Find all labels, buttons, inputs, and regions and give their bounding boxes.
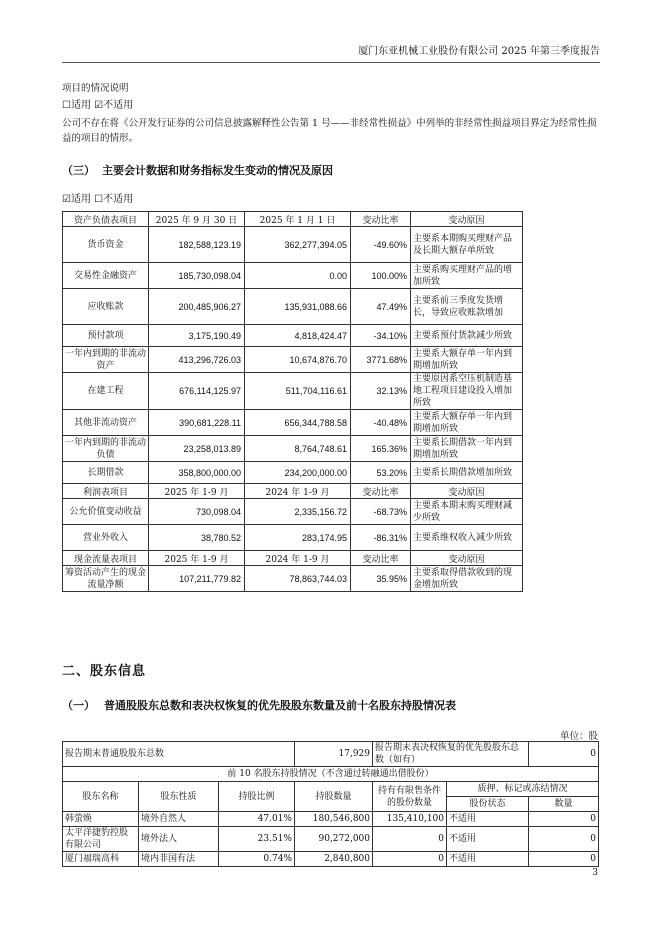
fin-cell-reason: 主要系长期借款增加所致 xyxy=(411,462,523,484)
fin-cell-ratio: 53.20% xyxy=(351,462,411,484)
fin-cell-ratio: 100.00% xyxy=(351,263,411,289)
col-header-pledge: 质押、标记或冻结情况 xyxy=(447,782,599,797)
shareholder-row xyxy=(63,852,599,867)
fin-data-row xyxy=(63,499,523,525)
col-header-status: 股份状态 xyxy=(447,797,529,812)
col-header-pct: 持股比例 xyxy=(219,782,295,812)
applicability-checkbox-2: ☑适用 ☐不适用 xyxy=(62,194,134,205)
fin-cell-ratio: -49.60% xyxy=(351,227,411,263)
shareholder-cell-name: 太平洋捷豹控股有限公司 xyxy=(63,827,139,852)
shareholder-cell-status: 不适用 xyxy=(447,827,529,852)
fin-cell-reason: 主要系本期购买理财产品及长期大额存单所致 xyxy=(411,227,523,263)
fin-cell-a: 185,730,098.04 xyxy=(149,263,245,289)
shareholder-cell-status: 不适用 xyxy=(447,812,529,827)
fin-header-cell: 2024 年 1-9 月 xyxy=(245,484,351,499)
shareholder-cell-count: 0 xyxy=(529,852,599,867)
fin-cell-ratio: 47.49% xyxy=(351,289,411,325)
fin-cell-a: 390,681,228.11 xyxy=(149,410,245,436)
fin-data-row xyxy=(63,289,523,325)
fin-header-cell: 2025 年 9 月 30 日 xyxy=(149,212,245,227)
fin-header-cell: 2024 年 1-9 月 xyxy=(245,551,351,566)
page-header xyxy=(62,44,600,63)
col-header-qty: 持股数量 xyxy=(295,782,373,812)
fin-cell-b: 4,818,424.47 xyxy=(245,325,351,347)
top10-title: 前 10 名股东持股情况（不含通过转融通出借股份） xyxy=(63,767,599,782)
fin-cell-item: 应收账款 xyxy=(63,289,149,325)
shareholder-cell-name: 韩萤焕 xyxy=(63,812,139,827)
shareholder-cell-name: 厦门福瑞高科 xyxy=(63,852,139,867)
fin-cell-ratio: 35.95% xyxy=(351,566,411,592)
fin-header-cell: 变动比率 xyxy=(351,484,411,499)
shareholder-table xyxy=(62,741,599,867)
fin-data-row xyxy=(63,410,523,436)
fin-cell-reason: 主要系购买理财产品的增加所致 xyxy=(411,263,523,289)
fin-cell-a: 200,485,906.27 xyxy=(149,289,245,325)
shareholder-cell-qty: 180,546,800 xyxy=(295,812,373,827)
fin-header-cell: 变动原因 xyxy=(411,551,523,566)
page-number: 3 xyxy=(592,868,598,878)
fin-cell-item: 一年内到期的非流动负债 xyxy=(63,436,149,462)
shareholder-row xyxy=(63,812,599,827)
fin-cell-reason: 主要系取得借款收到的现金增加所致 xyxy=(411,566,523,592)
fin-cell-ratio: -40.48% xyxy=(351,410,411,436)
fin-data-row xyxy=(63,227,523,263)
fin-cell-ratio: -34.10% xyxy=(351,325,411,347)
fin-cell-b: 8,764,748.61 xyxy=(245,436,351,462)
section-3-heading xyxy=(62,162,333,178)
shareholder-cell-restricted: 0 xyxy=(373,852,447,867)
fin-cell-b: 656,344,788.58 xyxy=(245,410,351,436)
fin-data-row xyxy=(63,436,523,462)
shareholder-cell-nature: 境外法人 xyxy=(139,827,219,852)
fin-cell-reason: 主要系预付货款减少所致 xyxy=(411,325,523,347)
fin-data-row xyxy=(63,263,523,289)
fin-cell-a: 358,800,000.00 xyxy=(149,462,245,484)
col-header-restricted: 持有有限售条件的股份数量 xyxy=(373,782,447,812)
fin-header-cell: 利润表项目 xyxy=(63,484,149,499)
fin-cell-ratio: -68.73% xyxy=(351,499,411,525)
fin-cell-ratio: -86.31% xyxy=(351,525,411,551)
fin-cell-b: 0.00 xyxy=(245,263,351,289)
fin-cell-item: 在建工程 xyxy=(63,373,149,410)
unit-label: 单位：股 xyxy=(559,731,598,742)
shareholder-cell-pct: 23.51% xyxy=(219,827,295,852)
section-3-title: 主要会计数据和财务指标发生变动的情况及原因 xyxy=(102,164,333,177)
fin-cell-reason: 主要系大额存单一年内到期增加所致 xyxy=(411,410,523,436)
fin-cell-reason: 主要系本期末购买理财减少所致 xyxy=(411,499,523,525)
fin-cell-ratio: 165.36% xyxy=(351,436,411,462)
fin-cell-item: 公允价值变动收益 xyxy=(63,499,149,525)
fin-data-row xyxy=(63,347,523,373)
fin-cell-a: 182,588,123.19 xyxy=(149,227,245,263)
fin-cell-a: 38,780.52 xyxy=(149,525,245,551)
fin-cell-a: 3,175,190.49 xyxy=(149,325,245,347)
fin-cell-b: 362,277,394.05 xyxy=(245,227,351,263)
pref-shareholders-value: 0 xyxy=(529,742,599,767)
fin-header-cell: 变动原因 xyxy=(411,484,523,499)
fin-cell-b: 135,931,088.66 xyxy=(245,289,351,325)
pref-shareholders-label: 报告期末表决权恢复的优先股股东总数（如有） xyxy=(373,742,529,767)
fin-header-row xyxy=(63,212,523,227)
item-note-label: 项目的情况说明 xyxy=(62,83,129,94)
shareholder-cell-restricted: 0 xyxy=(373,827,447,852)
subsection-1-title: 普通股股东总数和表决权恢复的优先股股东数量及前十名股东持股情况表 xyxy=(104,699,456,712)
col-header-count: 数量 xyxy=(529,797,599,812)
fin-cell-b: 283,174.95 xyxy=(245,525,351,551)
section-2-title: 二、股东信息 xyxy=(62,664,147,679)
fin-cell-reason: 主要系维权收入减少所致 xyxy=(411,525,523,551)
fin-header-row xyxy=(63,484,523,499)
shareholder-cell-pct: 47.01% xyxy=(219,812,295,827)
fin-header-cell: 变动原因 xyxy=(411,212,523,227)
fin-cell-item: 其他非流动资产 xyxy=(63,410,149,436)
fin-cell-reason: 主要系长期借款一年内到期增加所致 xyxy=(411,436,523,462)
fin-cell-b: 2,335,156.72 xyxy=(245,499,351,525)
fin-cell-b: 10,674,876.70 xyxy=(245,347,351,373)
shareholder-row xyxy=(63,827,599,852)
fin-cell-b: 78,863,744.03 xyxy=(245,566,351,592)
fin-header-cell: 2025 年 1-9 月 xyxy=(149,484,245,499)
fin-cell-item: 交易性金融资产 xyxy=(63,263,149,289)
fin-header-cell: 资产负债表项目 xyxy=(63,212,149,227)
fin-cell-item: 营业外收入 xyxy=(63,525,149,551)
subsection-1-heading xyxy=(62,697,456,713)
fin-cell-a: 23,258,013.89 xyxy=(149,436,245,462)
shareholder-cell-status: 不适用 xyxy=(447,852,529,867)
nonrecurring-statement: 公司不存在将《公开发行证券的公司信息披露解释性公告第 1 号——非经常性损益》中列举的非经常性损益项目界定为经常性损益的项目的情形。 xyxy=(62,118,597,144)
fin-header-row xyxy=(63,551,523,566)
fin-cell-ratio: 3771.68% xyxy=(351,347,411,373)
fin-cell-a: 107,211,779.82 xyxy=(149,566,245,592)
fin-cell-reason: 主要原因系空压机制造基地工程项目建设投入增加所致 xyxy=(411,373,523,410)
shareholder-cell-pct: 0.74% xyxy=(219,852,295,867)
fin-cell-ratio: 32.13% xyxy=(351,373,411,410)
fin-cell-a: 730,098.04 xyxy=(149,499,245,525)
applicability-checkbox-1: ☐适用 ☑不适用 xyxy=(62,100,134,111)
total-shareholders-value: 17,929 xyxy=(295,742,373,767)
subsection-1-number: （一） xyxy=(62,699,95,712)
section-3-number: （三） xyxy=(62,164,95,177)
report-title: 厦门东亚机械工业股份有限公司 2025 年第三季度报告 xyxy=(358,46,600,57)
fin-cell-a: 676,114,125.97 xyxy=(149,373,245,410)
shareholder-cell-qty: 2,840,800 xyxy=(295,852,373,867)
financial-change-table xyxy=(62,211,523,592)
fin-data-row xyxy=(63,525,523,551)
shareholder-cell-restricted: 135,410,100 xyxy=(373,812,447,827)
fin-data-row xyxy=(63,566,523,592)
total-shareholders-label: 报告期末普通股股东总数 xyxy=(63,742,295,767)
fin-cell-item: 货币资金 xyxy=(63,227,149,263)
shareholder-cell-count: 0 xyxy=(529,827,599,852)
fin-cell-b: 234,200,000.00 xyxy=(245,462,351,484)
fin-cell-item: 筹资活动产生的现金流量净额 xyxy=(63,566,149,592)
fin-cell-item: 长期借款 xyxy=(63,462,149,484)
shareholder-cell-nature: 境外自然人 xyxy=(139,812,219,827)
col-header-nature: 股东性质 xyxy=(139,782,219,812)
fin-header-cell: 变动比率 xyxy=(351,551,411,566)
fin-header-cell: 2025 年 1 月 1 日 xyxy=(245,212,351,227)
fin-data-row xyxy=(63,325,523,347)
col-header-name: 股东名称 xyxy=(63,782,139,812)
shareholder-cell-nature: 境内非国有法 xyxy=(139,852,219,867)
fin-header-cell: 2025 年 1-9 月 xyxy=(149,551,245,566)
fin-header-cell: 变动比率 xyxy=(351,212,411,227)
fin-cell-item: 预付款项 xyxy=(63,325,149,347)
fin-header-cell: 现金流量表项目 xyxy=(63,551,149,566)
fin-cell-item: 一年内到期的非流动资产 xyxy=(63,347,149,373)
fin-cell-reason: 主要系大额存单一年内到期增加所致 xyxy=(411,347,523,373)
shareholder-cell-count: 0 xyxy=(529,812,599,827)
fin-cell-a: 413,296,726.03 xyxy=(149,347,245,373)
shareholder-cell-qty: 90,272,000 xyxy=(295,827,373,852)
fin-cell-reason: 主要系前三季度发货增长，导致应收账款增加 xyxy=(411,289,523,325)
fin-data-row xyxy=(63,373,523,410)
fin-cell-b: 511,704,116.61 xyxy=(245,373,351,410)
fin-data-row xyxy=(63,462,523,484)
